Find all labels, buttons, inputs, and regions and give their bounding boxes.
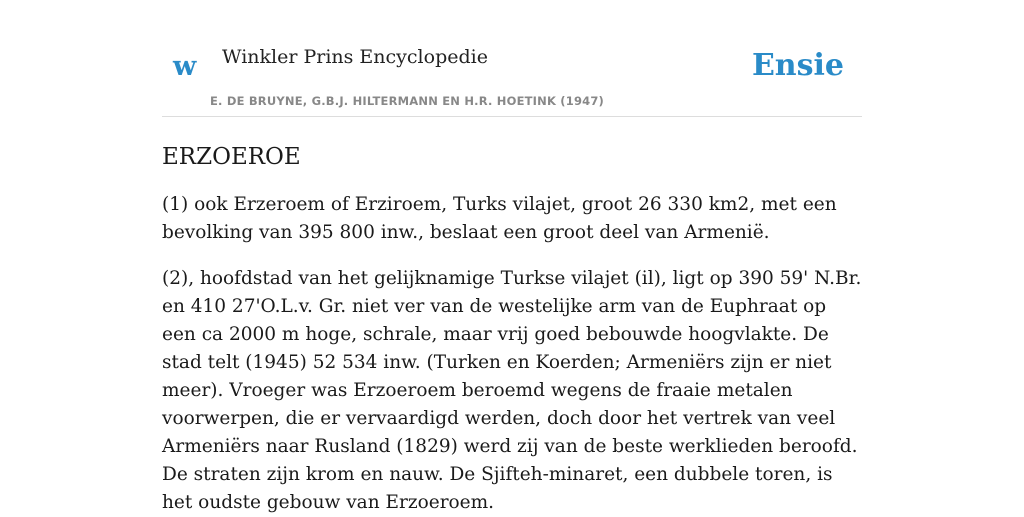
entry-paragraph: (1) ook Erzeroem of Erziroem, Turks vilajet, groot 26 330 km2, met een bevolking van 395 800 inw., beslaat een groot deel van Armenië. xyxy=(162,193,837,243)
source-authors: E. DE BRUYNE, G.B.J. HILTERMANN EN H.R. HOETINK (1947) xyxy=(210,94,605,108)
entry-body xyxy=(162,191,862,517)
source-logo-icon[interactable]: w xyxy=(173,51,197,82)
source-header xyxy=(162,0,862,117)
entry-title: ERZOEROE xyxy=(162,144,301,170)
entry-paragraph: (2), hoofdstad van het gelijknamige Turkse vilajet (il), ligt op 390 59' N.Br. en 410 27'O.L.v. Gr. niet ver van de westelijke arm van de Euphraat op een ca 2000 m hoge, schrale, maar vrij goed bebouwde hoogvlakte. De stad telt (1945) 52 534 inw. (Turken en Koerden; Armeniërs zijn er niet meer). Vroeger was Erzoeroem beroemd wegens de fraaie metalen voorwerpen, die er vervaardigd werden, doch door het vertrek van veel Armeniërs naar Rusland (1829) werd zij van de beste werklieden beroofd. De straten zijn krom en nauw. De Sjifteh-minaret, een dubbele toren, is het oudste gebouw van Erzoeroem. xyxy=(162,267,862,513)
page-container xyxy=(162,0,862,517)
ensie-logo[interactable]: Ensie xyxy=(751,48,844,83)
source-title[interactable]: Winkler Prins Encyclopedie xyxy=(222,46,488,68)
